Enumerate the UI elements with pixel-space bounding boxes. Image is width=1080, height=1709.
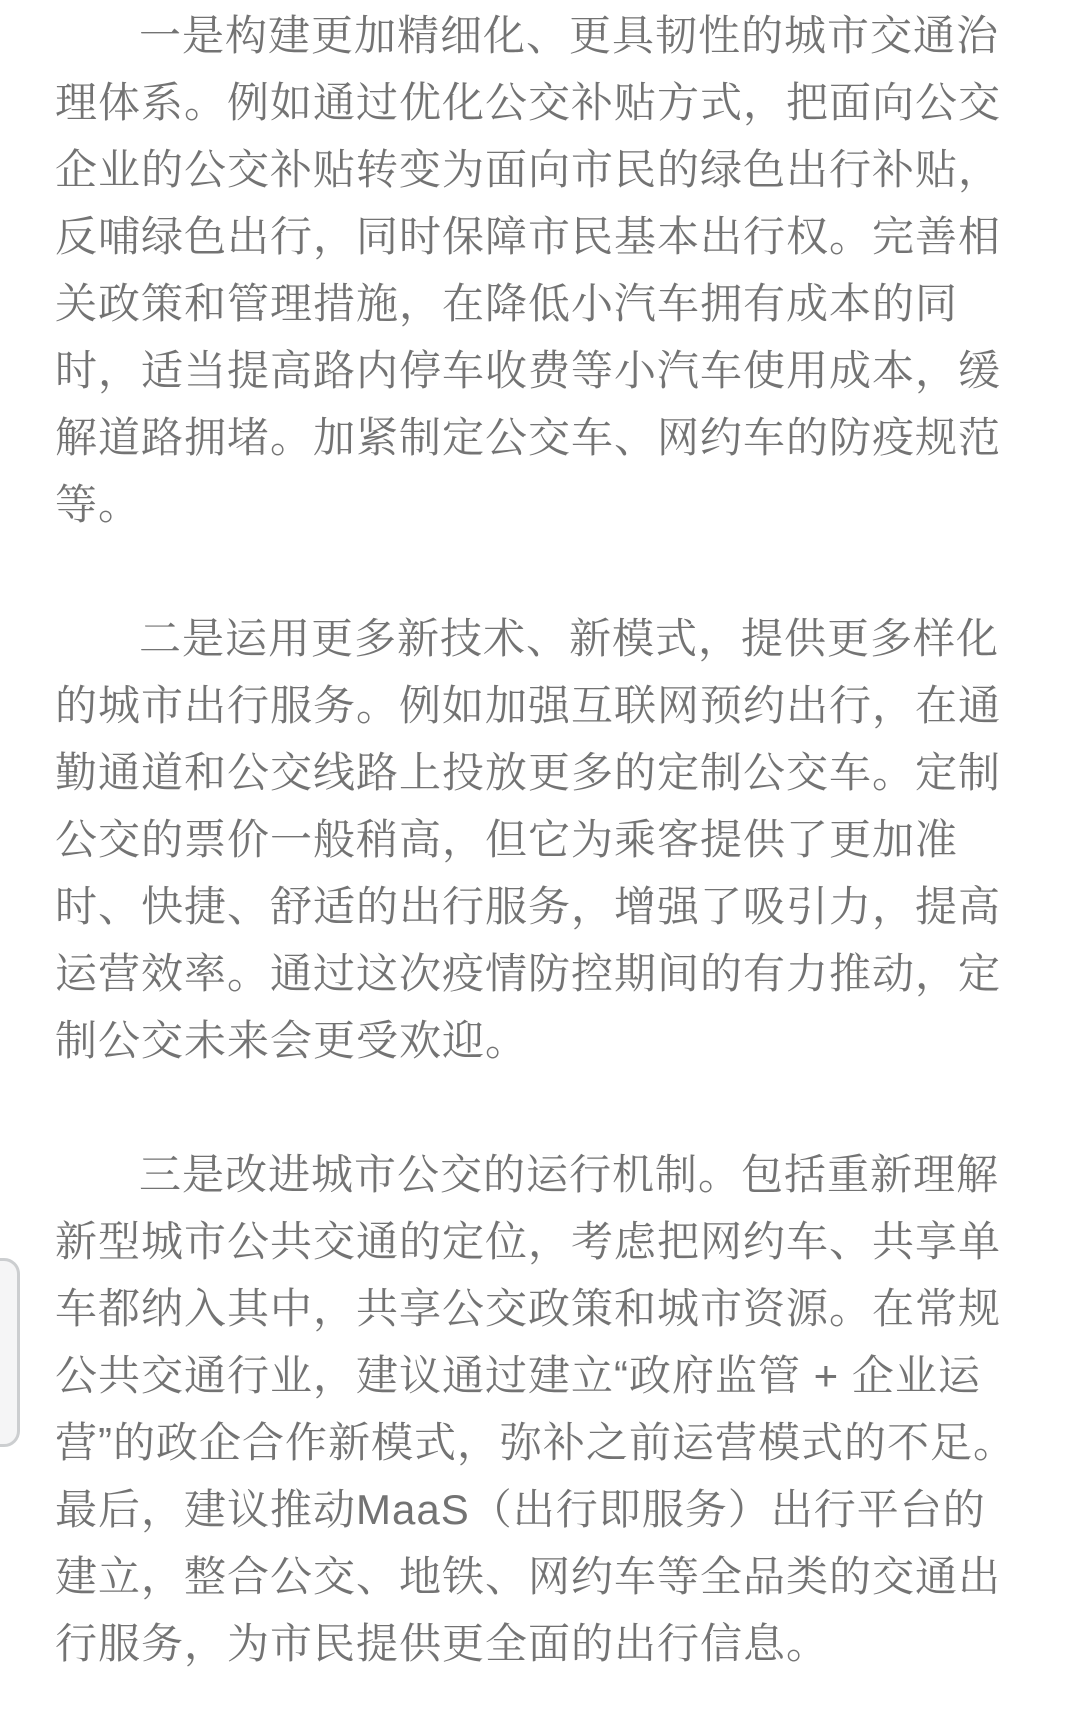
paragraph-1: 一是构建更加精细化、更具韧性的城市交通治理体系。例如通过优化公交补贴方式，把面向公交企业的公交补贴转变为面向市民的绿色出行补贴，反哺绿色出行，同时保障市民基本出行权。完善相关政策和管理措施，在降低小汽车拥有成本的同时，适当提高路内停车收费等小汽车使用成本，缓解道路拥堵。加紧制定公交车、网约车的防疫规范等。 xyxy=(55,12,1002,528)
paragraph-3: 三是改进城市公交的运行机制。包括重新理解新型城市公共交通的定位，考虑把网约车、共享单车都纳入其中，共享公交政策和城市资源。在常规公共交通行业，建议通过建立“政府监管 + 企业运营”的政企合作新模式，弥补之前运营模式的不足。最后，建议推动MaaS（出行即服务）出行平台的建立，整合公交、地铁、网约车等全品类的交通出行服务，为市民提供更全面的出行信息。 xyxy=(55,1151,1016,1667)
paragraph-2: 二是运用更多新技术、新模式，提供更多样化的城市出行服务。例如加强互联网预约出行，在通勤通道和公交线路上投放更多的定制公交车。定制公交的票价一般稍高，但它为乘客提供了更加准时、快捷、舒适的出行服务，增强了吸引力，提高运营效率。通过这次疫情防控期间的有力推动，定制公交未来会更受欢迎。 xyxy=(55,615,1002,1064)
edge-panel-handle[interactable] xyxy=(0,1258,20,1447)
